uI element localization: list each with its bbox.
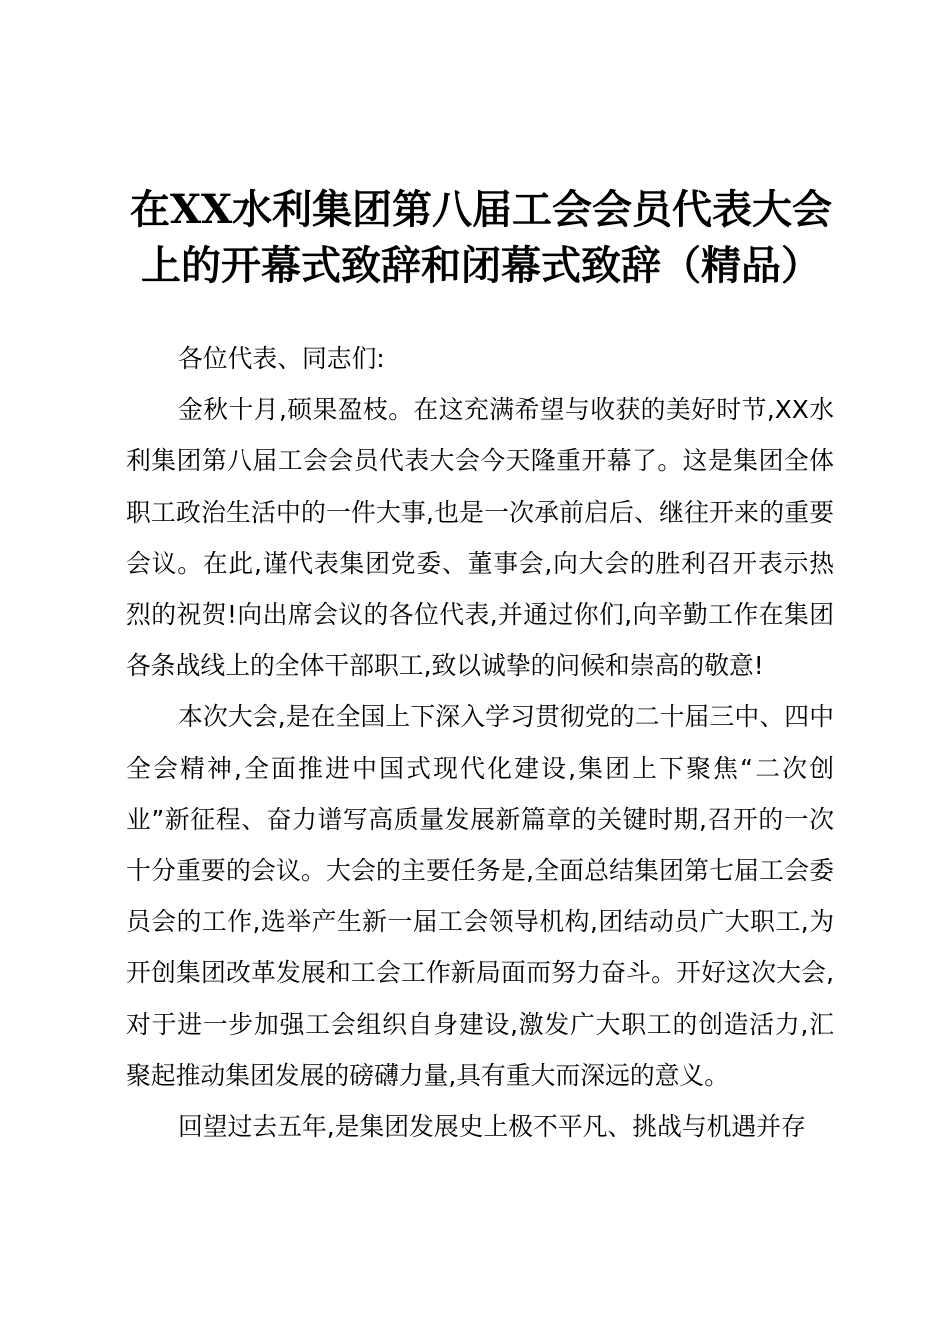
paragraph-2: 本次大会,是在全国上下深入学习贯彻党的二十届三中、四中全会精神,全面推进中国式现代化建设,集团上下聚焦“二次创业”新征程、奋力谱写高质量发展新篇章的关键时期,召开的一次十分重要的会议。大会的主要任务是,全面总结集团第七届工会委员会的工作,选举产生新一届工会领导机构,团结动员广大职工,为开创集团改革发展和工会工作新局面而努力奋斗。开好这次大会,对于进一步加强工会组织自身建设,激发广大职工的创造活力,汇聚起推动集团发展的磅礴力量,具有重大而深远的意义。 [126, 702, 834, 1090]
paragraph-1: 金秋十月,硕果盈枝。在这充满希望与收获的美好时节,XX水利集团第八届工会会员代表大会今天隆重开幕了。这是集团全体职工政治生活中的一件大事,也是一次承前启后、继往开来的重要会议。在此,谨代表集团党委、董事会,向大会的胜利召开表示热烈的祝贺!向出席会议的各位代表,并通过你们,向辛勤工作在集团各条战线上的全体干部职工,致以诚挚的问候和崇高的敬意! [126, 395, 834, 681]
salutation: 各位代表、同志们: [178, 344, 385, 373]
document-title: 在XX水利集团第八届工会会员代表大会上的开幕式致辞和闭幕式致辞（精品） [129, 186, 833, 289]
paragraph-3: 回望过去五年,是集团发展史上极不平凡、挑战与机遇并存 [178, 1112, 806, 1142]
document-body [126, 333, 834, 1152]
